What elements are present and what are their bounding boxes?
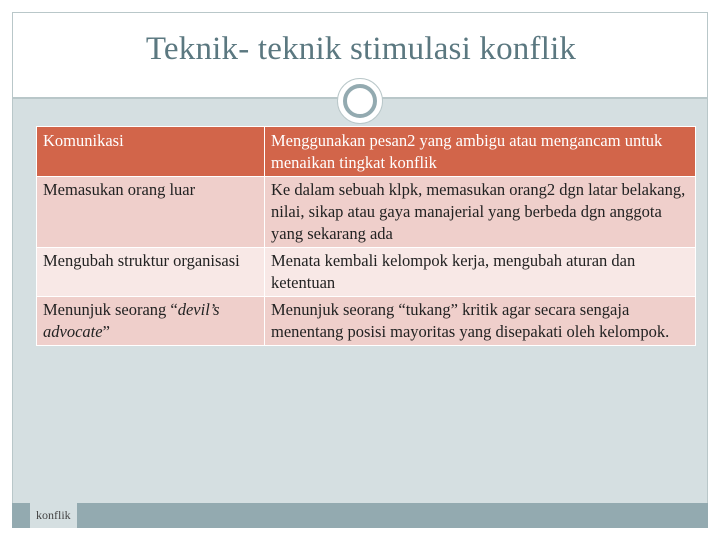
footer-bar — [12, 503, 708, 528]
table-cell — [37, 297, 265, 346]
table-row — [37, 297, 696, 346]
cell-text: ” — [102, 322, 110, 341]
table-cell: Memasukan orang luar — [37, 177, 265, 248]
slide-title: Teknik- teknik stimulasi konflik — [145, 31, 577, 67]
table-header-row — [37, 127, 696, 177]
cell-text-italic: devil’s advocate — [43, 300, 220, 341]
table-row — [37, 177, 696, 248]
table-cell: Komunikasi — [37, 127, 265, 177]
table-cell: Mengubah struktur organisasi — [37, 248, 265, 297]
table-cell: Ke dalam sebuah klpk, memasukan orang2 dgn latar belakang, nilai, sikap atau gaya manajerial yang berbeda dgn anggota yang sekarang ada — [265, 177, 696, 248]
footer-label: konflik — [30, 503, 77, 528]
techniques-table — [36, 126, 696, 346]
table-cell: Menata kembali kelompok kerja, mengubah aturan dan ketentuan — [265, 248, 696, 297]
cell-text: Menunjuk seorang “ — [43, 300, 178, 319]
circle-ornament-icon — [337, 78, 383, 124]
table-cell: Menggunakan pesan2 yang ambigu atau mengancam untuk menaikan tingkat konflik — [265, 127, 696, 177]
table-cell: Menunjuk seorang “tukang” kritik agar secara sengaja menentang posisi mayoritas yang disepakati oleh kelompok. — [265, 297, 696, 346]
table-row — [37, 248, 696, 297]
